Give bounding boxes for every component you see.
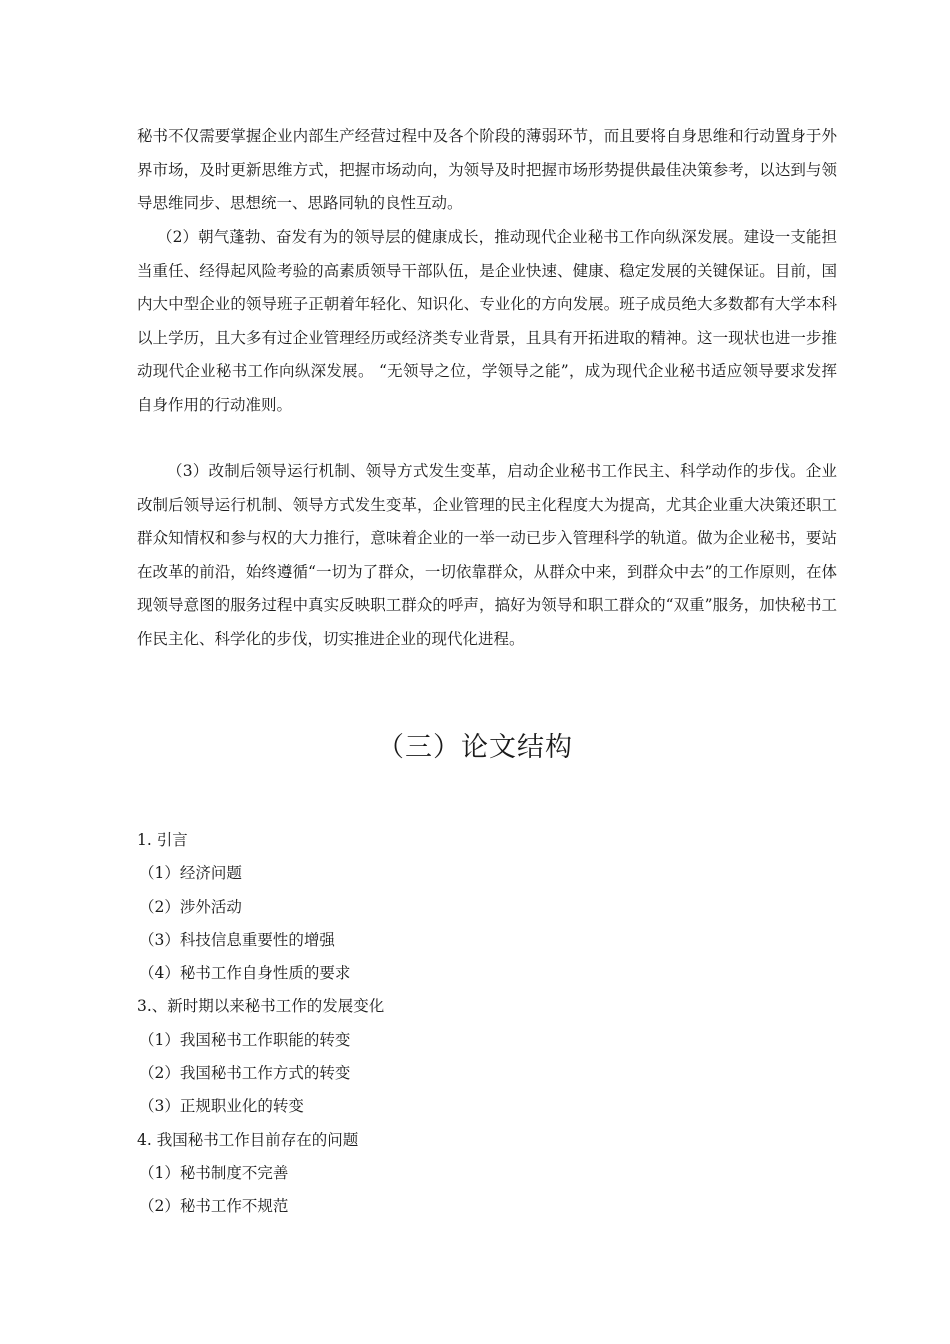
- outline-item: （3）科技信息重要性的增强: [139, 930, 335, 949]
- outline-item: （4）秘书工作自身性质的要求: [139, 964, 351, 983]
- paragraph-continued: 秘书不仅需要掌握企业内部生产经营过程中及各个阶段的薄弱环节，而且要将自身思维和行动置身于外界市场，及时更新思维方式，把握市场动向，为领导及时把握市场形势提供最佳决策参考，以达到与领导思维同步、思想统一、思路同轨的良性互动。: [137, 127, 837, 212]
- paragraph-leadership-growth: （2）朝气蓬勃、奋发有为的领导层的健康成长，推动现代企业秘书工作向纵深发展。建设一支能担当重任、经得起风险考验的高素质领导干部队伍，是企业快速、健康、稳定发展的关键保证。目前，国内大中型企业的领导班子正朝着年轻化、知识化、专业化的方向发展。班子成员绝大多数都有大学本科以上学历，且大多有过企业管理经历或经济类专业背景，且具有开拓进取的精神。这一现状也进一步推动现代企业秘书工作向纵深发展。 “无领导之位，学领导之能”，成为现代企业秘书适应领导要求发挥自身作用的行动准则。: [137, 228, 837, 414]
- outline-item: 3.、新时期以来秘书工作的发展变化: [137, 997, 385, 1016]
- outline-item: （2）我国秘书工作方式的转变: [139, 1064, 351, 1083]
- outline-item: （1）我国秘书工作职能的转变: [139, 1030, 351, 1049]
- outline-item: （1）秘书制度不完善: [139, 1163, 289, 1182]
- paper-outline: [137, 824, 837, 1224]
- outline-item: （1）经济问题: [139, 864, 242, 883]
- section-heading: （三）论文结构: [377, 732, 573, 763]
- outline-item: （3）正规职业化的转变: [139, 1097, 304, 1116]
- paragraph-reform-mechanism: （3）改制后领导运行机制、领导方式发生变革，启动企业秘书工作民主、科学动作的步伐。企业改制后领导运行机制、领导方式发生变革，企业管理的民主化程度大为提高，尤其企业重大决策还职工群众知情权和参与权的大力推行，意味着企业的一举一动已步入管理科学的轨道。做为企业秘书，要站在改革的前沿，始终遵循“一切为了群众，一切依靠群众，从群众中来，到群众中去”的工作原则，在体现领导意图的服务过程中真实反映职工群众的呼声，搞好为领导和职工群众的“双重”服务，加快秘书工作民主化、科学化的步伐，切实推进企业的现代化进程。: [137, 462, 837, 648]
- outline-item: 1. 引言: [137, 831, 188, 849]
- outline-item: （2）秘书工作不规范: [139, 1197, 289, 1216]
- outline-item: 4. 我国秘书工作目前存在的问题: [137, 1130, 359, 1149]
- outline-item: （2）涉外活动: [139, 897, 242, 916]
